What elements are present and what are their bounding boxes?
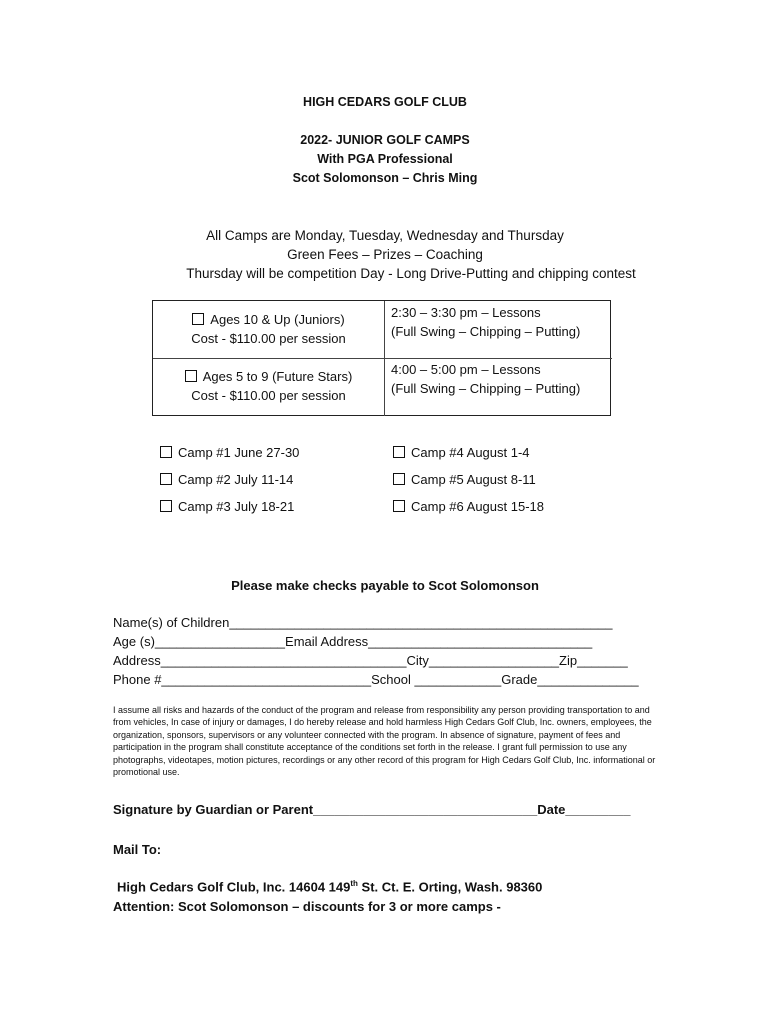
checks-payable-note: Please make checks payable to Scot Solomonson [231,578,539,593]
attention-line: Attention: Scot Solomonson – discounts for 3 or more camps - [113,899,501,914]
camp-label: Camp #5 August 8-11 [411,472,536,487]
table-row-divider [153,358,612,359]
session-row-juniors [153,310,384,348]
session-cost: Cost - $110.00 per session [191,331,346,346]
checkbox-camp-1[interactable] [160,446,172,458]
mailing-address [117,879,542,894]
checkbox-future-stars[interactable] [185,370,197,382]
release-waiver-text: I assume all risks and hazards of the conduct of the program and release from responsibility any person providing transportation to and from vehicles, In case of injury or damages, I do hereby release and hold harmless High Cedars Golf Club, Inc. owners, employees, the organization, sponsors, supervisors or any volunteer connected with the program. In absence of signature, payment of fees and participation in the program shall constitute acceptance of the conditions set forth in the release. I grant full permission to use any photographs, videotapes, motion pictures, recordings or any other record of this program for High Cedars Golf Club, Inc. informational or promotional use. [113,705,656,778]
session-time-future-stars [391,360,580,398]
camp-option-5[interactable] [393,472,536,487]
intro-features: Green Fees – Prizes – Coaching [287,247,483,262]
session-age-label: Ages 5 to 9 (Future Stars) [202,369,353,384]
camp-label: Camp #1 June 27-30 [178,445,300,460]
camp-option-2[interactable] [160,472,293,487]
session-age-label: Ages 10 & Up (Juniors) [210,312,345,327]
pga-professional-line: With PGA Professional [317,152,453,166]
camp-title: 2022- JUNIOR GOLF CAMPS [300,133,470,147]
camp-option-3[interactable] [160,499,294,514]
phone-school-grade-field[interactable]: Phone #_____________________________School ____________Grade______________ [113,672,639,687]
camp-label: Camp #4 August 1-4 [411,445,530,460]
address-part: St. Ct. E. Orting, Wash. 98360 [357,879,543,895]
checkbox-camp-6[interactable] [393,500,405,512]
intro-competition: Thursday will be competition Day - Long Drive-Putting and chipping contest [186,266,636,281]
camp-option-4[interactable] [393,445,530,460]
address-part: High Cedars Golf Club, Inc. 14604 149 [117,879,351,895]
intro-days: All Camps are Monday, Tuesday, Wednesday and Thursday [206,228,564,243]
age-email-field[interactable]: Age (s)__________________Email Address_______________________________ [113,634,593,649]
camp-label: Camp #2 July 11-14 [178,472,294,487]
session-focus: (Full Swing – Chipping – Putting) [391,381,581,396]
session-time: 4:00 – 5:00 pm – Lessons [391,362,541,377]
children-name-field[interactable]: Name(s) of Children_____________________________________________________ [113,615,613,630]
address-city-zip-field[interactable]: Address__________________________________City__________________Zip_______ [113,653,628,668]
camp-option-1[interactable] [160,445,299,460]
camp-label: Camp #3 July 18-21 [178,499,295,514]
checkbox-camp-4[interactable] [393,446,405,458]
camp-option-6[interactable] [393,499,544,514]
instructors-line: Scot Solomonson – Chris Ming [292,171,478,185]
sessions-table [152,300,611,416]
session-row-future-stars [153,367,384,405]
address-ordinal: th [350,879,358,888]
camp-label: Camp #6 August 15-18 [411,499,544,514]
session-cost: Cost - $110.00 per session [191,388,346,403]
checkbox-camp-2[interactable] [160,473,172,485]
session-focus: (Full Swing – Chipping – Putting) [391,324,581,339]
session-time: 2:30 – 3:30 pm – Lessons [391,305,541,320]
session-time-juniors [391,303,580,341]
mail-to-label: Mail To: [113,842,162,857]
club-name: HIGH CEDARS GOLF CLUB [303,95,467,109]
signature-date-field[interactable]: Signature by Guardian or Parent_______________________________Date_________ [113,802,631,817]
checkbox-juniors[interactable] [192,313,204,325]
checkbox-camp-3[interactable] [160,500,172,512]
checkbox-camp-5[interactable] [393,473,405,485]
